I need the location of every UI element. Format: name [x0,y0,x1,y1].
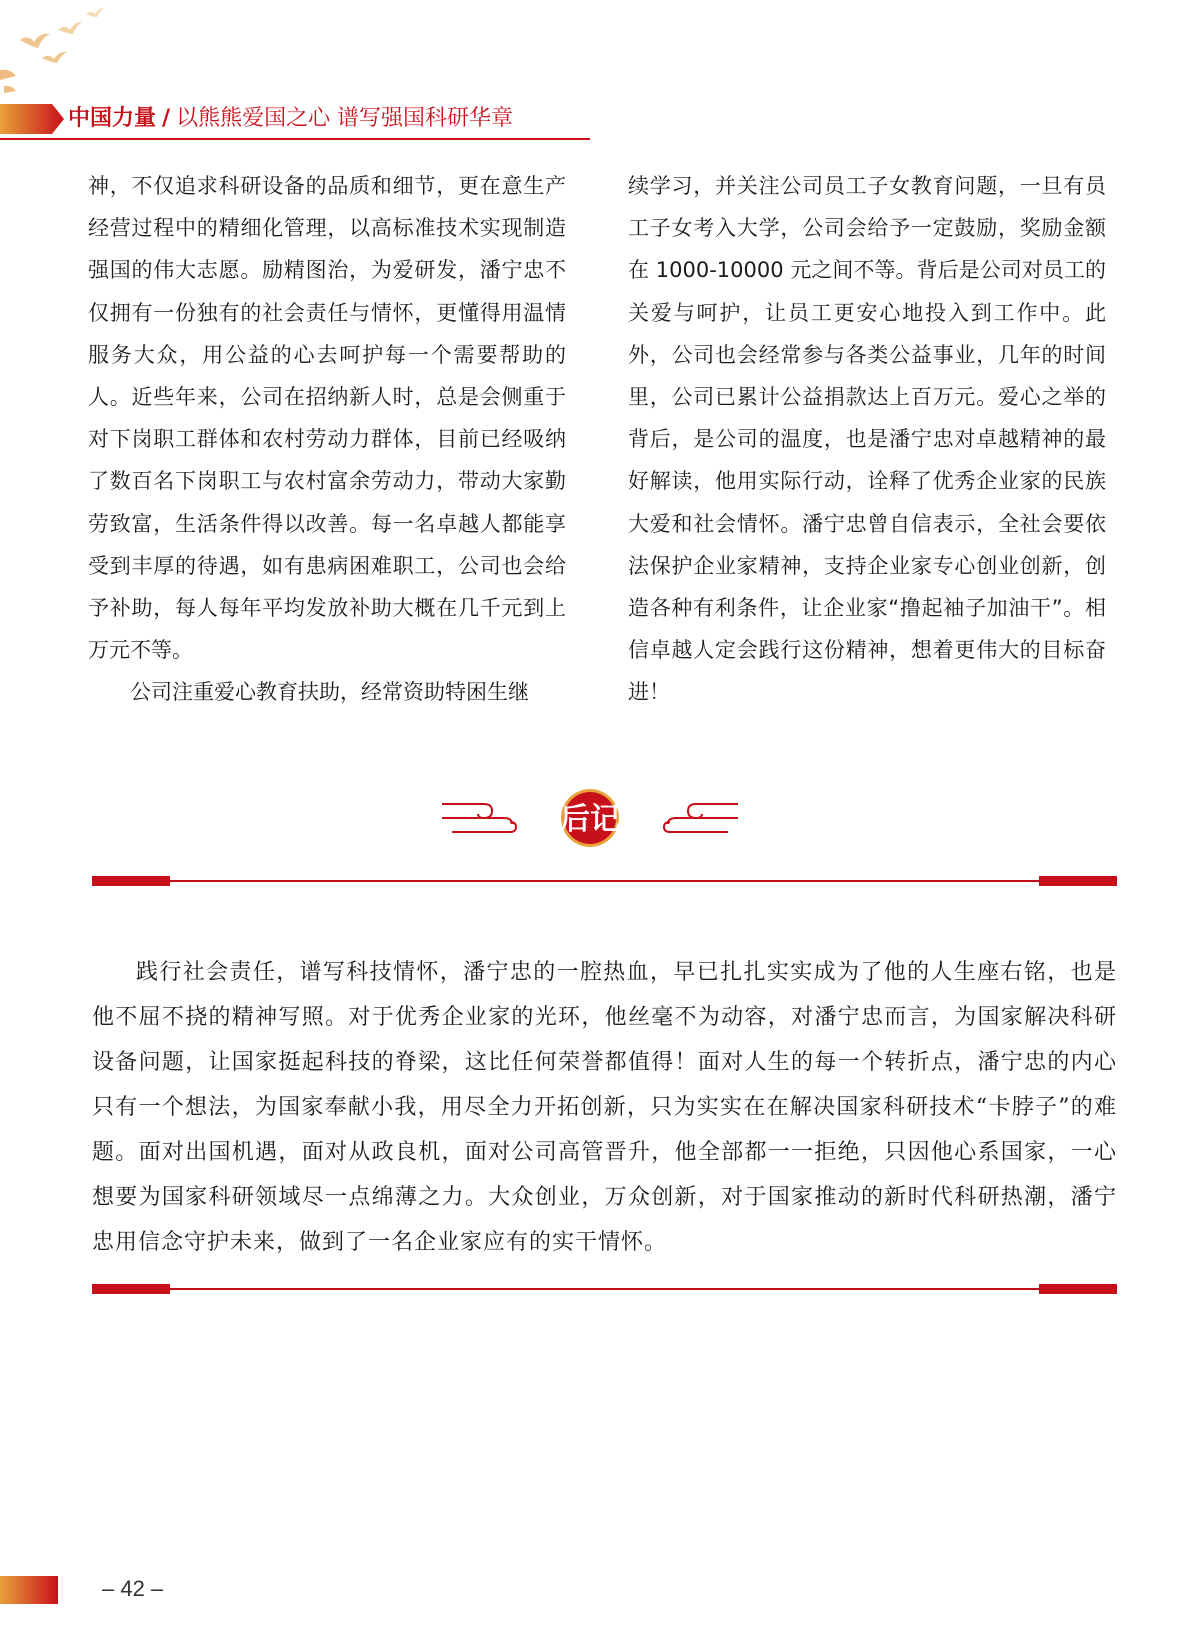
afterword-paragraph: 践行社会责任，谱写科技情怀，潘宁忠的一腔热血，早已扎扎实实成为了他的人生座右铭，也是他不屈不挠的精神写照。对于优秀企业家的光环，他丝毫不为动容，对潘宁忠而言，为国家解决科研设备问题，让国家挺起科技的脊梁，这比任何荣誉都值得！面对人生的每一个转折点，潘宁忠的内心只有一个想法，为国家奉献小我，用尽全力开拓创新，只为实实在在解决国家科研技术“卡脖子”的难题。面对出国机遇，面对从政良机，面对公司高管晋升，他全部都一一拒绝，只因他心系国家，一心想要为国家科研领域尽一点绵薄之力。大众创业，万众创新，对于国家推动的新时代科研热潮，潘宁忠用信念守护未来，做到了一名企业家应有的实干情怀。 [92,960,1117,1255]
right-paragraph-1: 续学习，并关注公司员工子女教育问题，一旦有员工子女考入大学，公司会给予一定鼓励，奖励金额在 1000-10000 元之间不等。背后是公司对员工的关爱与呵护，让员工更安心地投入到工作中。此外，公司也会经常参与各类公益事业，几年的时间里，公司已累计公益捐款达上百万元。爱心之举的背后，是公司的温度，也是潘宁忠对卓越精神的最好解读，他用实际行动，诠释了优秀企业家的民族大爱和社会情怀。潘宁忠曾自信表示，全社会要依法保护企业家精神，支持企业家专心创业创新，创造各种有利条件，让企业家“撸起袖子加油干”。相信卓越人定会践行这份精神，想着更伟大的目标奋进！ [628,174,1106,705]
header-separator: / [162,106,171,131]
header-accent-bar [0,104,70,134]
right-column [628,165,1106,714]
running-header [68,104,513,134]
afterword-heading-text: 后记 [560,802,620,837]
header-brand: 中国力量 [68,106,157,131]
header-subtitle: 以熊熊爱国之心 谱写强国科研华章 [176,106,514,131]
left-paragraph-2: 公司注重爱心教育扶助，经常资助特困生继 [130,680,529,705]
afterword-top-rule [92,876,1117,886]
header-rule [0,138,590,140]
left-column [88,165,566,714]
afterword-heading [440,788,740,848]
afterword-bottom-rule [92,1284,1117,1294]
flying-birds-decoration [0,0,130,100]
footer-accent-bar [0,1576,58,1604]
left-paragraph-1: 神，不仅追求科研设备的品质和细节，更在意生产经营过程中的精细化管理，以高标准技术实现制造强国的伟大志愿。励精图治，为爱研发，潘宁忠不仅拥有一份独有的社会责任与情怀，更懂得用温情服务大众，用公益的心去呵护每一个需要帮助的人。近些年来，公司在招纳新人时，总是会侧重于对下岗职工群体和农村劳动力群体，目前已经吸纳了数百名下岗职工与农村富余劳动力，带动大家勤劳致富，生活条件得以改善。每一名卓越人都能享受到丰厚的待遇，如有患病困难职工，公司也会给予补助，每人每年平均发放补助大概在几千元到上万元不等。 [88,174,566,663]
page-number: – 42 – [102,1576,164,1601]
